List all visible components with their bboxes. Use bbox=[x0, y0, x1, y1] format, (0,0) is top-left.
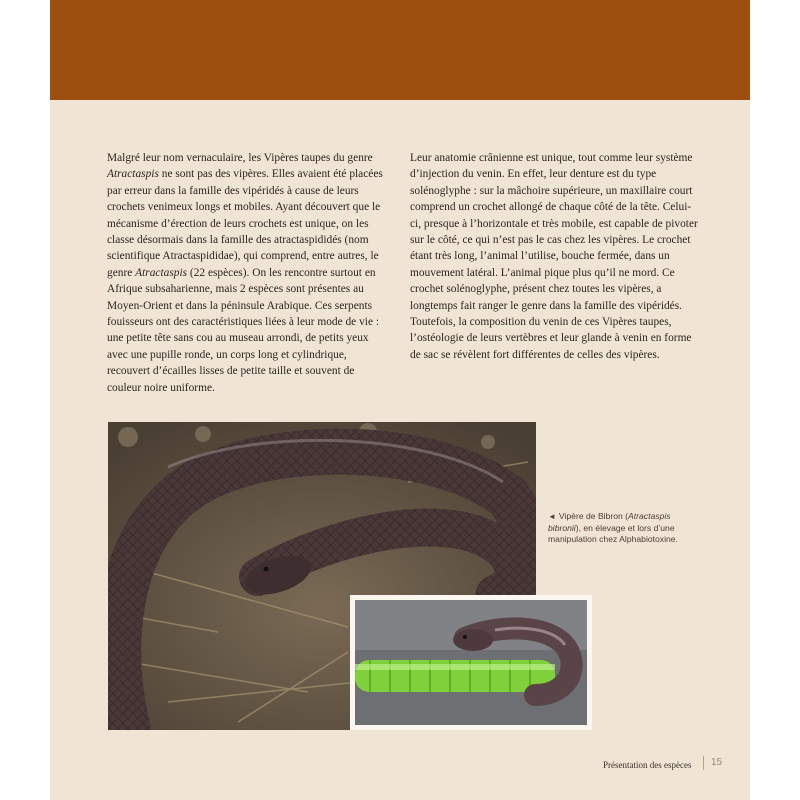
book-page bbox=[50, 0, 750, 800]
genus-name: Atractaspis bbox=[107, 168, 159, 181]
text-span: ne sont pas des vipères. Elles avaient été placées par erreur dans la famille des vipéridés à cause de leurs crochets venimeux longs et mobiles. Ayant découvert que le mécanisme d’érection de leurs crochets est unique, on les classe désormais dans la famille des atractaspididés (nom scientifique Atractaspididae), qui comprend, entre autres, le genre bbox=[107, 168, 383, 279]
right-paragraph: Leur anatomie crânienne est unique, tout comme leur système d’injection du venin. En effet, leur denture est du type solénoglyphe : sur la mâchoire supérieure, un maxillaire court comprend un crochet allongé de chaque côté de la tête. Celui-ci, presque à l’horizontale et très mobile, est capable de pivoter sur le côté, ce qui n’est pas le cas chez les vipères. Le crochet étant très long, l’animal l’utilise, bouche fermée, dans un mouvement latéral. L’animal pique plus qu’il ne mord. Ce crochet solénoglyphe, présent chez toutes les vipères, a longtemps fait ranger le genre dans la famille des vipéridés. Toutefois, la composition du venin de ces Vipères taupes, l’ostéologie de leurs vertèbres et leur glande à venin en forme de sac se révèlent fort différentes de celles des vipères. bbox=[410, 152, 698, 361]
caption-species: Atractaspis bibronii bbox=[548, 511, 671, 533]
photo-caption bbox=[548, 511, 678, 546]
page-number: 15 bbox=[711, 757, 723, 768]
text-span: Malgré leur nom vernaculaire, les Vipères taupes du genre bbox=[107, 152, 373, 164]
caption-text: Vipère de Bibron ( bbox=[558, 511, 629, 521]
snake-inset-photo bbox=[350, 595, 592, 730]
left-paragraph bbox=[107, 150, 389, 396]
text-span: (22 espèces). On les rencontre surtout en Afrique subsaharienne, mais 2 espèces sont présentes au Moyen-Orient et dans la péninsule Arabique. Ces serpents fouisseurs ont des caractéristiques liées à leur mode de vie : une petite tête sans cou au museau arrondi, de petits yeux avec une pupille ronde, un corps long et cylindrique, recouvert d’écailles lisses de petite taille et souvent de couleur noire uniforme. bbox=[107, 266, 380, 394]
caption-arrow-icon: ◄ bbox=[548, 512, 556, 521]
running-footer: Présentation des espèces bbox=[603, 760, 692, 770]
genus-name: Atractaspis bbox=[135, 266, 188, 279]
footer-divider bbox=[703, 756, 704, 770]
left-text-column bbox=[107, 150, 389, 396]
header-color-band bbox=[50, 0, 750, 100]
right-text-column bbox=[410, 150, 700, 363]
caption-text: ), en élevage et lors d’une manipulation chez Alphabiotoxine. bbox=[548, 522, 678, 545]
